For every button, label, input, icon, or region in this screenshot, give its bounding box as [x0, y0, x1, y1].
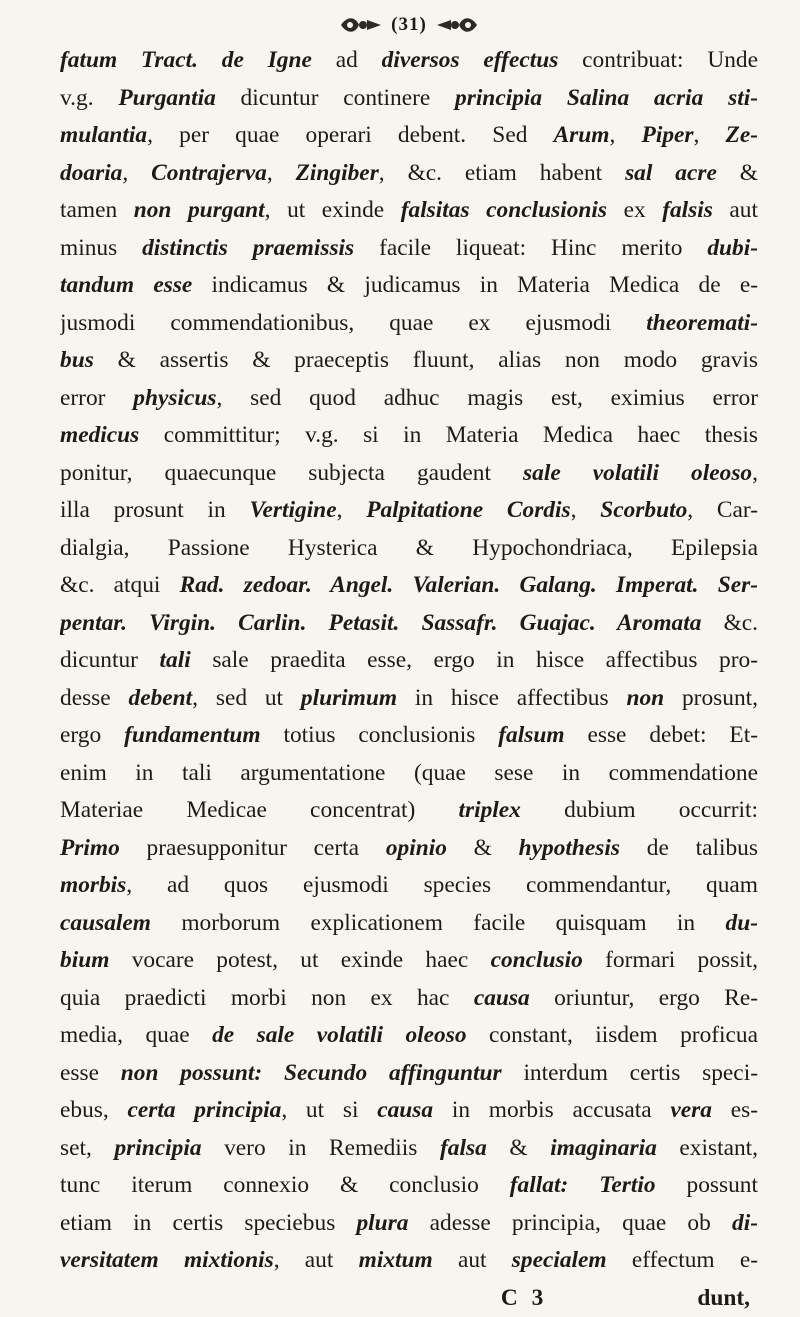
text-line: [60, 717, 758, 755]
italic-text-run: falsa: [440, 1135, 509, 1161]
text-line: [60, 492, 758, 530]
text-run: , ut exinde: [265, 197, 401, 223]
italic-text-run: Piper: [642, 122, 694, 148]
page-footer: [60, 1280, 758, 1317]
text-run: set,: [60, 1135, 114, 1161]
catchword: dunt,: [697, 1280, 750, 1317]
text-run: &c. atqui: [60, 572, 180, 598]
italic-text-run: morbis: [60, 872, 126, 898]
italic-text-run: fallat: Tertio: [510, 1172, 687, 1198]
text-run: oriuntur, ergo Re-: [554, 985, 758, 1011]
text-line: [60, 42, 758, 80]
text-line: [60, 642, 758, 680]
text-line: [60, 1017, 758, 1055]
text-run: desse: [60, 685, 129, 711]
text-line: [60, 305, 758, 343]
italic-text-run: doaria: [60, 160, 122, 186]
text-line: [60, 1242, 758, 1280]
italic-text-run: du-: [726, 910, 759, 936]
italic-text-run: physicus: [133, 385, 216, 411]
fleuron-icon: [339, 14, 383, 36]
italic-text-run: fatum Tract. de Igne: [60, 47, 336, 73]
text-run: ebus,: [60, 1097, 127, 1123]
text-run: & assertis & praeceptis fluunt, alias non modo gravis: [118, 347, 758, 373]
text-run: esse debet: Et-: [587, 722, 758, 748]
text-run: illa prosunt in: [60, 497, 250, 523]
text-run: minus: [60, 235, 142, 261]
text-line: [60, 342, 758, 380]
text-line: [60, 1092, 758, 1130]
text-run: contribuat: Unde: [582, 47, 758, 73]
text-run: ,: [571, 497, 601, 523]
text-run: prosunt,: [682, 685, 758, 711]
italic-text-run: Arum: [554, 122, 610, 148]
italic-text-run: triplex: [458, 797, 564, 823]
italic-text-run: falsis: [662, 197, 729, 223]
text-run: ponitur, quaecunque subjecta gaudent: [60, 460, 523, 486]
italic-text-run: Contrajerva: [151, 160, 267, 186]
text-line: [60, 1130, 758, 1168]
text-run: quia praedicti morbi non ex hac: [60, 985, 474, 1011]
text-run: &c.: [724, 610, 758, 636]
text-run: media, quae: [60, 1022, 212, 1048]
text-run: Materiae Medicae concentrat): [60, 797, 458, 823]
text-run: in morbis accusata: [452, 1097, 671, 1123]
text-line: [60, 567, 758, 605]
text-line: [60, 830, 758, 868]
italic-text-run: medicus: [60, 422, 164, 448]
italic-text-run: de sale volatili oleoso: [212, 1022, 489, 1048]
text-line: [60, 1205, 758, 1243]
text-run: tamen: [60, 197, 134, 223]
text-run: facile liqueat: Hinc merito: [379, 235, 707, 261]
text-run: effectum e-: [632, 1247, 758, 1273]
italic-text-run: Primo: [60, 835, 147, 861]
text-line: [60, 530, 758, 568]
italic-text-run: conclusio: [491, 947, 606, 973]
italic-text-run: non possunt: Secundo affinguntur: [121, 1060, 524, 1086]
text-run: , ut si: [281, 1097, 377, 1123]
italic-text-run: Scorbuto: [600, 497, 687, 523]
italic-text-run: causa: [377, 1097, 452, 1123]
text-run: committitur; v.g. si in Materia Medica haec thesis: [164, 422, 758, 448]
italic-text-run: plurimum: [301, 685, 415, 711]
italic-text-run: principia Salina acria sti-: [455, 85, 758, 111]
italic-text-run: non: [626, 685, 682, 711]
text-line: [60, 380, 758, 418]
italic-text-run: causalem: [60, 910, 181, 936]
italic-text-run: mixtum: [359, 1247, 458, 1273]
text-run: aut: [458, 1247, 512, 1273]
text-line: [60, 942, 758, 980]
text-run: ,: [122, 160, 151, 186]
italic-text-run: hypothesis: [519, 835, 647, 861]
text-run: ,: [337, 497, 367, 523]
text-run: vocare potest, ut exinde haec: [132, 947, 491, 973]
text-run: aut: [729, 197, 758, 223]
italic-text-run: vera: [670, 1097, 730, 1123]
text-run: in hisce affectibus: [415, 685, 627, 711]
italic-text-run: theoremati-: [646, 310, 758, 336]
page-header: [58, 10, 760, 40]
italic-text-run: di-: [732, 1210, 758, 1236]
text-line: [60, 905, 758, 943]
text-run: , Car-: [687, 497, 758, 523]
italic-text-run: distinctis praemissis: [142, 235, 379, 261]
text-line: [60, 867, 758, 905]
italic-text-run: diversos effectus: [382, 47, 583, 73]
body-text: [60, 42, 758, 1317]
italic-text-run: Purgantia: [118, 85, 240, 111]
text-run: existant,: [679, 1135, 758, 1161]
text-run: totius conclusionis: [283, 722, 498, 748]
text-run: formari possit,: [605, 947, 758, 973]
text-run: ,: [267, 160, 296, 186]
italic-text-run: bus: [60, 347, 118, 373]
fleuron-icon: [435, 14, 479, 36]
text-run: dialgia, Passione Hysterica & Hypochondriaca, Epilepsia: [60, 535, 758, 561]
text-run: morborum explicationem facile quisquam in: [181, 910, 725, 936]
italic-text-run: tali: [160, 647, 213, 673]
text-line: [60, 192, 758, 230]
text-line: [60, 80, 758, 118]
italic-text-run: dubi-: [707, 235, 758, 261]
italic-text-run: bium: [60, 947, 132, 973]
italic-text-run: Vertigine: [250, 497, 337, 523]
text-run: &: [509, 1135, 550, 1161]
italic-text-run: falsitas conclusionis: [401, 197, 624, 223]
text-run: ,: [694, 122, 726, 148]
text-line: [60, 455, 758, 493]
text-run: dicuntur continere: [241, 85, 455, 111]
text-run: v.g.: [60, 85, 118, 111]
page-number: (31): [391, 14, 427, 36]
text-run: ,: [610, 122, 642, 148]
italic-text-run: principia: [114, 1135, 224, 1161]
text-run: ergo: [60, 722, 124, 748]
text-line: [60, 267, 758, 305]
italic-text-run: specialem: [512, 1247, 632, 1273]
italic-text-run: fundamentum: [124, 722, 283, 748]
text-run: , sed ut: [192, 685, 301, 711]
italic-text-run: pentar. Virgin. Carlin. Petasit. Sassafr. Guajac. Aromata: [60, 610, 724, 636]
book-page: [58, 0, 760, 1103]
text-run: interdum certis speci-: [523, 1060, 758, 1086]
text-run: , &c. etiam habent: [379, 160, 625, 186]
text-line: [60, 417, 758, 455]
text-line: [60, 1055, 758, 1093]
text-run: &: [474, 835, 519, 861]
text-run: possunt: [687, 1172, 759, 1198]
italic-text-run: versitatem mixtionis: [60, 1247, 274, 1273]
text-run: sale praedita esse, ergo in hisce affectibus pro-: [212, 647, 758, 673]
text-run: es-: [731, 1097, 758, 1123]
italic-text-run: opinio: [386, 835, 474, 861]
text-line: [60, 980, 758, 1018]
italic-text-run: falsum: [498, 722, 587, 748]
text-line: [60, 155, 758, 193]
signature-mark: C 3: [501, 1280, 547, 1317]
italic-text-run: tandum esse: [60, 272, 212, 298]
text-run: praesupponitur certa: [147, 835, 386, 861]
text-run: enim in tali argumentatione (quae sese in commendatione: [60, 760, 758, 786]
text-line: [60, 230, 758, 268]
italic-text-run: causa: [474, 985, 554, 1011]
italic-text-run: sale volatili oleoso: [523, 460, 752, 486]
text-run: de talibus: [647, 835, 758, 861]
italic-text-run: certa principia: [127, 1097, 281, 1123]
text-run: , sed quod adhuc magis est, eximius error: [216, 385, 758, 411]
text-run: vero in Remediis: [224, 1135, 440, 1161]
text-run: jusmodi commendationibus, quae ex ejusmodi: [60, 310, 646, 336]
text-run: esse: [60, 1060, 121, 1086]
text-run: , ad quos ejusmodi species commendantur, quam: [126, 872, 758, 898]
text-run: dubium occurrit:: [564, 797, 758, 823]
italic-text-run: non purgant: [134, 197, 265, 223]
italic-text-run: plura: [356, 1210, 429, 1236]
italic-text-run: Zingiber: [296, 160, 379, 186]
text-run: ,: [752, 460, 758, 486]
italic-text-run: imaginaria: [550, 1135, 679, 1161]
italic-text-run: Rad. zedoar. Angel. Valerian. Galang. Imperat. Ser-: [180, 572, 758, 598]
italic-text-run: Palpitatione Cordis: [366, 497, 570, 523]
text-line: [60, 792, 758, 830]
text-line: [60, 755, 758, 793]
italic-text-run: Ze-: [726, 122, 758, 148]
text-run: constant, iisdem proficua: [489, 1022, 758, 1048]
text-run: ad: [336, 47, 382, 73]
text-run: ex: [624, 197, 663, 223]
text-line: [60, 680, 758, 718]
text-run: dicuntur: [60, 647, 160, 673]
text-run: &: [740, 160, 758, 186]
text-run: , per quae operari debent. Sed: [147, 122, 553, 148]
text-line: [60, 1167, 758, 1205]
text-line: [60, 605, 758, 643]
italic-text-run: debent: [129, 685, 193, 711]
text-run: adesse principia, quae ob: [430, 1210, 732, 1236]
text-run: indicamus & judicamus in Materia Medica de e-: [212, 272, 758, 298]
text-run: tunc iterum connexio & conclusio: [60, 1172, 510, 1198]
text-run: etiam in certis speciebus: [60, 1210, 356, 1236]
text-line: [60, 117, 758, 155]
text-run: error: [60, 385, 133, 411]
text-run: , aut: [274, 1247, 359, 1273]
italic-text-run: mulantia: [60, 122, 147, 148]
italic-text-run: sal acre: [625, 160, 740, 186]
